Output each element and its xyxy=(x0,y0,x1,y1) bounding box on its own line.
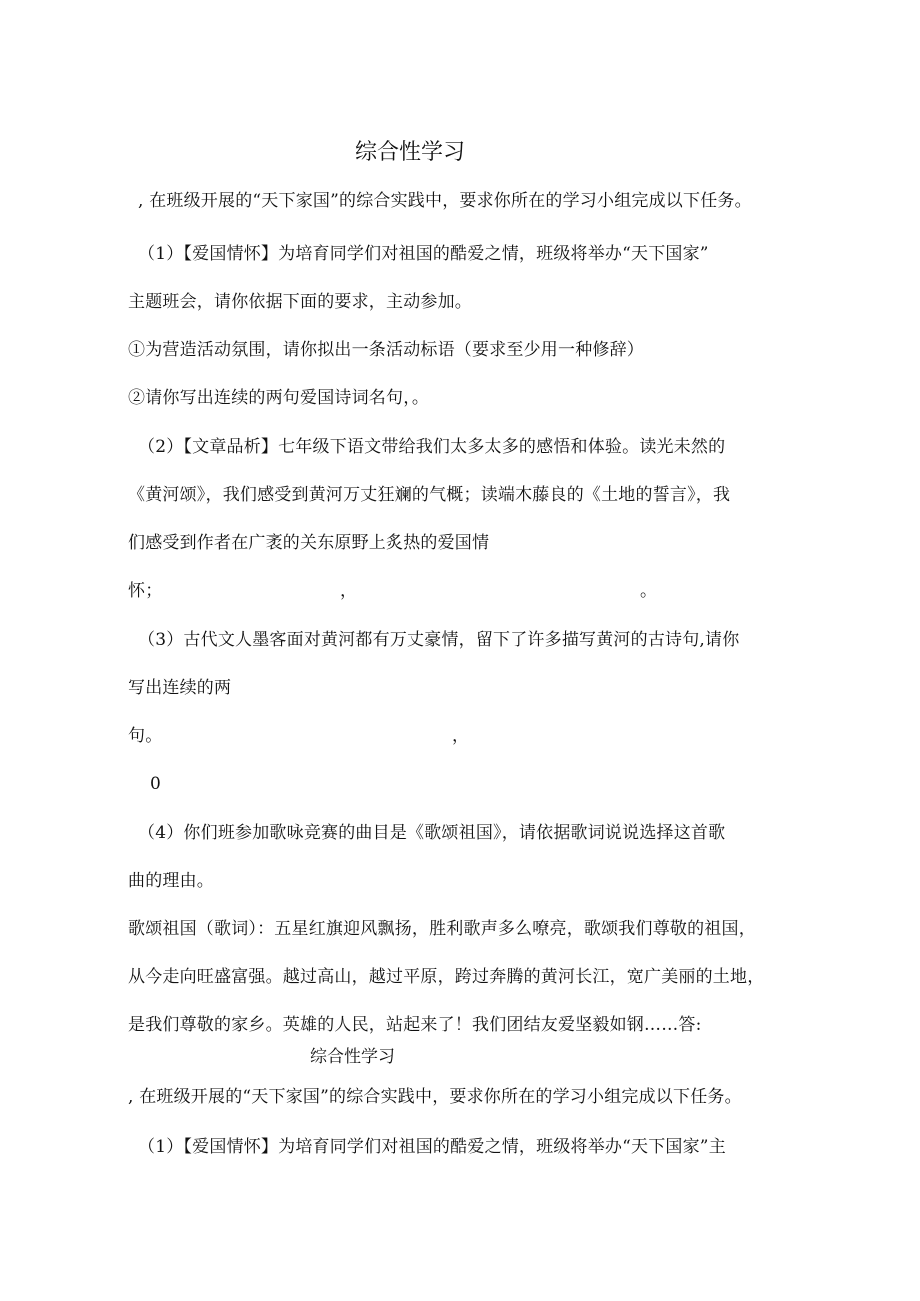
question-1-line-2: 主题班会，请你依据下面的要求，主动参加。 xyxy=(128,292,472,312)
question-2-line-2: 《黄河颂》，我们感受到黄河万丈狂斓的气概；读端木藤良的《土地的誓言》，我 xyxy=(128,485,731,505)
question-2-line-4-comma: ， xyxy=(340,581,358,601)
question-1-item-2: ②请你写出连续的两句爱国诗词名句，。 xyxy=(128,388,430,408)
repeated-page-title: 综合性学习 xyxy=(310,1047,395,1067)
question-2-line-4-start: 怀； xyxy=(128,581,163,601)
question-3-line-2: 写出连续的两 xyxy=(128,678,232,698)
question-3-line-3-start: 句。 xyxy=(128,726,163,746)
question-3-line-1: （3）古代文人墨客面对黄河都有万丈豪情，留下了许多描写黄河的古诗句,请你 xyxy=(138,630,740,650)
question-1-item-1: ①为营造活动氛围，请你拟出一条活动标语（要求至少用一种修辞） xyxy=(128,340,644,360)
question-3-zero: 0 xyxy=(150,774,162,794)
question-2-line-3: 们感受到作者在广袤的关东原野上炙热的爱国情 xyxy=(128,533,490,553)
page-title: 综合性学习 xyxy=(355,140,466,165)
question-2-line-1: （2）【文章品析】七年级下语文带给我们太多太多的感悟和体验。读光未然的 xyxy=(138,437,726,457)
lyrics-line-2: 从今走向旺盛富强。越过高山，越过平原，跨过奔腾的黄河长江，宽广美丽的土地， xyxy=(128,967,765,987)
question-4-line-2: 曲的理由。 xyxy=(128,871,214,891)
question-1-line-1: （1）【爱国情怀】为培育同学们对祖国的酷爱之情，班级将举办“天下国家” xyxy=(138,244,709,264)
question-3-line-3-comma: ， xyxy=(452,726,470,746)
question-4-line-1: （4）你们班参加歌咏竞赛的曲目是《歌颂祖国》，请依据歌词说说选择这首歌 xyxy=(138,823,726,843)
repeated-intro-text: , 在班级开展的“天下家国”的综合实践中，要求你所在的学习小组完成以下任务。 xyxy=(128,1087,742,1107)
intro-text: , 在班级开展的“天下家国”的综合实践中，要求你所在的学习小组完成以下任务。 xyxy=(138,191,752,211)
question-2-line-4-end: 。 xyxy=(640,581,658,601)
lyrics-line-3: 是我们尊敬的家乡。英雄的人民，站起来了！我们团结友爱坚毅如钢……答: xyxy=(128,1015,702,1035)
repeated-question-1-line-1: （1）【爱国情怀】为培育同学们对祖国的酷爱之情，班级将举办“天下国家”主 xyxy=(138,1137,726,1157)
lyrics-line-1: 歌颂祖国（歌词）：五星红旗迎风飘扬，胜利歌声多么嘹亮，歌颂我们尊敬的祖国， xyxy=(128,919,756,939)
